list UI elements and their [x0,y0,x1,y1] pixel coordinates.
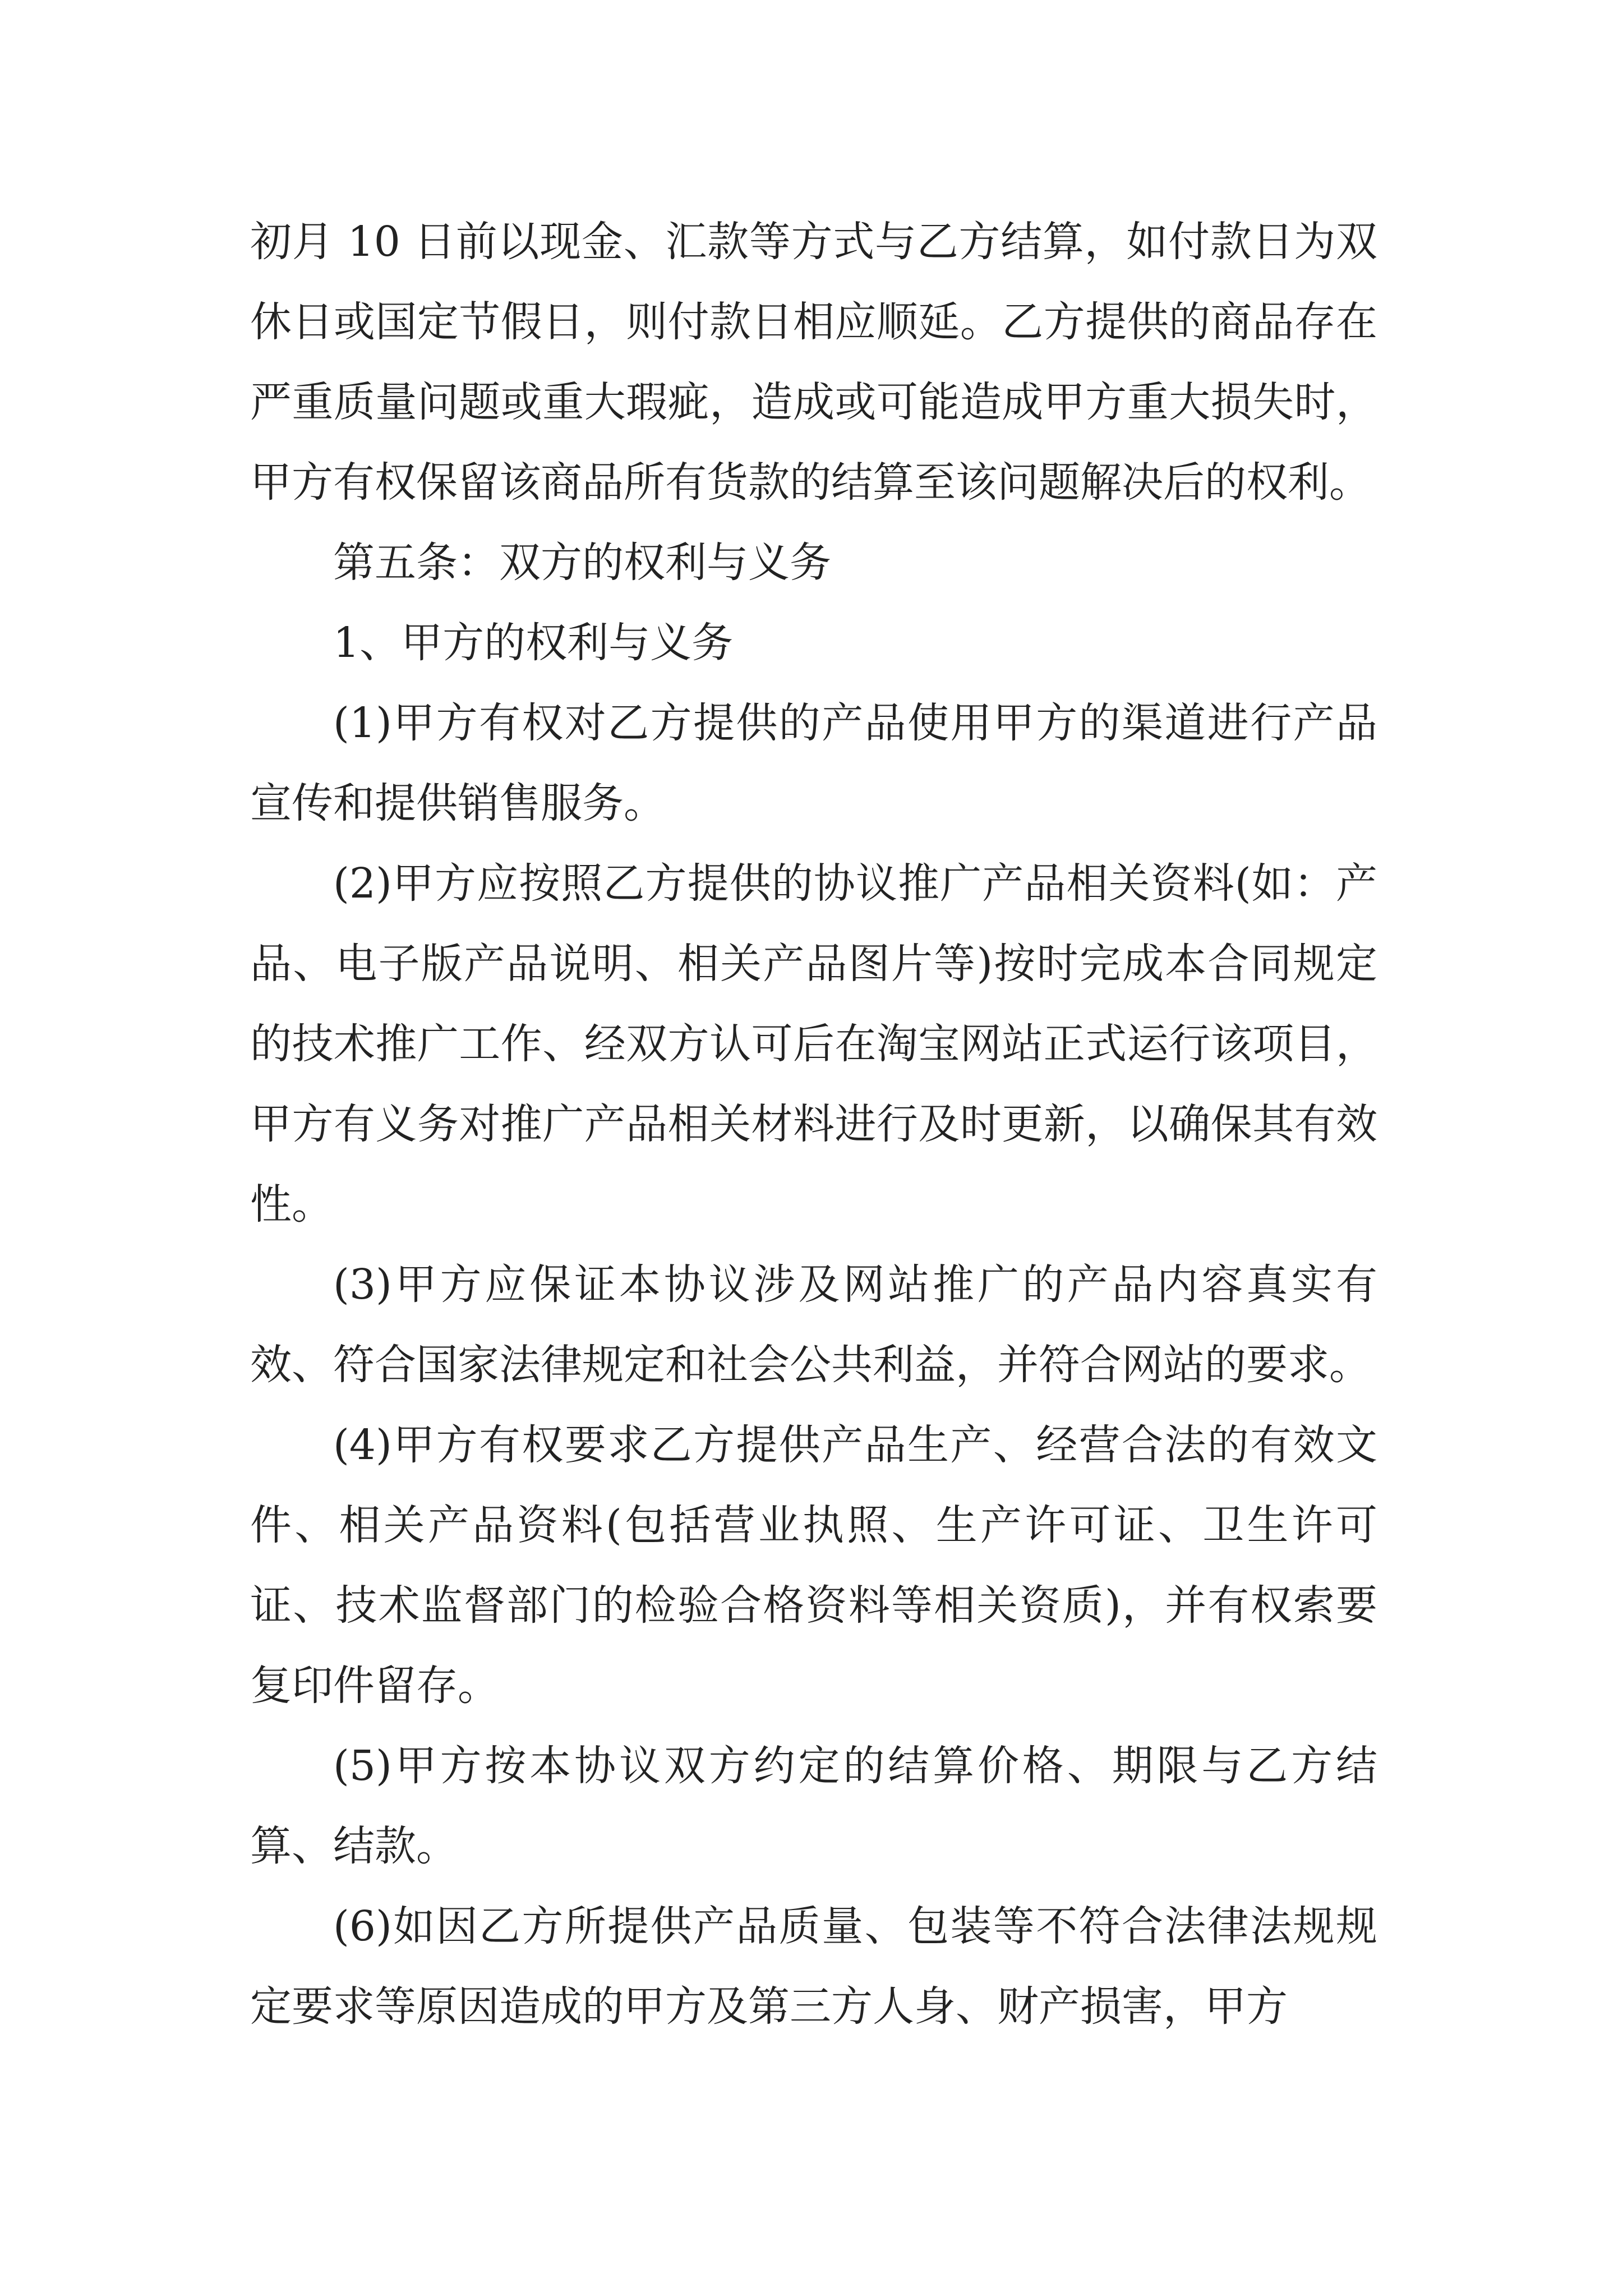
clause-6: (6)如因乙方所提供产品质量、包装等不符合法律法规规定要求等原因造成的甲方及第三方人身、财产损害，甲方 [250,1902,1377,2031]
clause-2: (2)甲方应按照乙方提供的协议推广产品相关资料(如：产品、电子版产品说明、相关产品图片等)按时完成本合同规定的技术推广工作、经双方认可后在淘宝网站正式运行该项目，甲方有义务对推广产品相关材料进行及时更新，以确保其有效性。 [250,859,1377,1228]
clause-3: (3)甲方应保证本协议涉及网站推广的产品内容真实有效、符合国家法律规定和社会公共利益，并符合网站的要求。 [250,1260,1377,1389]
clause-1: (1)甲方有权对乙方提供的产品使用甲方的渠道进行产品宣传和提供销售服务。 [250,699,1377,827]
document-body [250,202,1377,2047]
article-five-heading: 第五条：双方的权利与义务 [333,539,831,587]
paragraph-settlement-continued: 初月 10 日前以现金、汇款等方式与乙方结算，如付款日为双休日或国定节假日，则付款日相应顺延。乙方提供的商品存在严重质量问题或重大瑕疵，造成或可能造成甲方重大损失时，甲方有权保留该商品所有货款的结算至该问题解决后的权利。 [250,218,1377,507]
clause-4: (4)甲方有权要求乙方提供产品生产、经营合法的有效文件、相关产品资料(包括营业执照、生产许可证、卫生许可证、技术监督部门的检验合格资料等相关资质)，并有权索要复印件留存。 [250,1421,1377,1710]
section-party-a-heading: 1、甲方的权利与义务 [333,619,734,667]
clause-5: (5)甲方按本协议双方约定的结算价格、期限与乙方结算、结款。 [250,1742,1377,1870]
